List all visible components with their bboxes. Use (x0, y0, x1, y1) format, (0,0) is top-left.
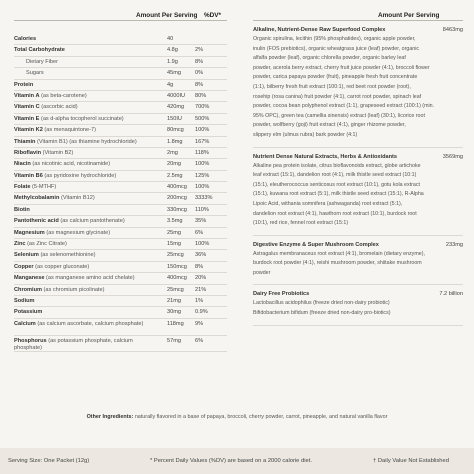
nutrient-dv: 21% (195, 286, 207, 293)
nutrient-name (14, 264, 162, 271)
blend-section (253, 148, 463, 236)
nutrient-dv: 80% (195, 92, 207, 99)
nutrient-name (14, 309, 162, 316)
nutrient-name (14, 104, 162, 111)
nutrient-name (14, 338, 162, 352)
nutrient-dv: 500% (195, 115, 210, 122)
nutrient-amount: 330mcg (167, 206, 187, 213)
nutrient-name (14, 116, 162, 123)
nutrient-label: Sodium (14, 297, 35, 304)
blend-ingredient-line: alfalfa powder (leaf), organic chlorella powder, organic barley leaf (253, 55, 406, 62)
nutrient-table (14, 20, 227, 352)
nutrient-row (14, 273, 227, 284)
nutrient-dv: 8% (195, 81, 204, 88)
blend-ingredient-line: Bifidobacterium bifidum (freeze dried non-dairy pro-biotics) (253, 310, 391, 317)
nutrient-amount: 40 (167, 36, 174, 42)
nutrient-amount: 400mcg (167, 184, 187, 191)
nutrient-dv: 6% (195, 229, 204, 236)
nutrient-dv: 1% (195, 297, 204, 304)
nutrient-amount: 2.5mg (167, 172, 183, 179)
nutrient-detail: (5-MTHF) (32, 184, 57, 191)
nutrient-dv: 2% (195, 47, 204, 54)
nutrient-detail: (as calcium ascorbate, calcium phosphate) (37, 320, 144, 327)
nutrient-detail: (as magnesium glycinate) (46, 229, 111, 236)
blend-ingredient-line: inulin (FOS prebiotics), organic wheatgrass juice (leaf) powder, organic (253, 45, 420, 52)
nutrient-label: Vitamin K2 (14, 127, 43, 134)
blend-ingredient-line: (15:1), eleutherococcus senticosus root extract (10:1), gotu kola extract (253, 181, 420, 188)
nutrient-dv: 118% (195, 149, 209, 156)
blend-ingredients (253, 248, 463, 285)
blend-ingredient-line: Organic spirulina, lecithin (95% phosphatides), organic apple powder, (253, 36, 416, 42)
nutrient-amount: 3.5mg (167, 218, 183, 225)
nutrient-name (14, 47, 162, 54)
blend-title: Alkaline, Nutrient-Dense Raw Superfood Complex (253, 27, 386, 33)
blend-ingredient-line: Lipoic Acid, withania somnifera (ashwaganda) root extract (5:1), (253, 200, 403, 207)
nutrient-row (14, 205, 227, 216)
nutrient-row (14, 80, 227, 91)
blend-ingredient-line: powder, wolfberry (goji) fruit extract (4:1), ginger rhizome powder, (253, 122, 406, 129)
nutrient-detail: (as nicotinic acid, nicotinamide) (32, 161, 111, 168)
nutrient-name (26, 59, 174, 66)
nutrient-dv: 167% (195, 138, 210, 145)
nutrient-label: Riboflavin (14, 149, 42, 156)
nutrient-label: Chromium (14, 286, 42, 293)
nutrient-amount: 150mcg (167, 263, 187, 270)
nutrient-name (14, 218, 162, 225)
blend-ingredient-line: Lactobacillus acidophilus (freeze dried non-dairy probiotic) (253, 300, 390, 307)
blend-ingredients (253, 160, 463, 235)
nutrient-amount: 2mg (167, 149, 178, 156)
nutrient-label: Niacin (14, 161, 31, 168)
blend-section (253, 285, 463, 325)
blend-ingredient-line: powder, carica papaya powder (fruit), pineapple fresh fruit concentrate (253, 74, 418, 81)
blend-amount: 8463mg (442, 27, 463, 33)
blend-title: Dairy Free Probiotics (253, 291, 310, 298)
other-ingredients-label: Other Ingredients: (86, 414, 134, 420)
nutrient-amount: 118mg (167, 320, 184, 327)
nutrient-row (14, 296, 227, 307)
nutrient-amount: 4000IU (167, 92, 186, 99)
serving-size: Serving Size: One Packet (12g) (8, 458, 90, 464)
nutrient-row (14, 148, 227, 159)
nutrient-amount: 80mcg (167, 127, 184, 134)
nutrient-name (14, 298, 162, 305)
nutrient-amount: 1.9g (167, 58, 178, 65)
nutrient-dv: 100% (195, 161, 210, 168)
nutrient-name (14, 184, 162, 191)
nutrient-amount: 400mcg (167, 275, 187, 282)
blend-ingredient-line: powder, cocoa bean polyphenol extract (1:1), grapeseed extract (100:1) (min. (253, 103, 435, 110)
nutrient-amount: 4g (167, 81, 174, 88)
other-ingredients (0, 414, 474, 420)
nutrient-label: Zinc (14, 241, 26, 248)
blend-title: Digestive Enzyme & Super Mushroom Complex (253, 241, 379, 248)
nutrient-amount: 25mcg (167, 252, 184, 259)
nutrient-name (14, 139, 162, 146)
dv-header: %DV* (204, 12, 222, 19)
nutrient-name (14, 287, 162, 294)
blend-amount: 7.2 billion (439, 291, 463, 298)
nutrient-row (14, 285, 227, 296)
nutrient-label: Calcium (14, 320, 36, 327)
nutrient-dv: 700% (195, 104, 210, 111)
blend-table (253, 20, 463, 326)
nutrient-label: Protein (14, 81, 34, 88)
nutrient-name (14, 321, 162, 328)
nutrient-detail: (Vitamin B12) (60, 195, 95, 202)
nutrient-row (14, 182, 227, 193)
nutrient-label: Manganese (14, 275, 45, 282)
nutrient-name (14, 161, 162, 168)
nutrient-row (14, 34, 227, 45)
blend-ingredient-line: leaf extract (15:1), dandelion root (4:1), milk thistle seed extract (10:1) (253, 172, 417, 179)
nutrient-amount: 21mg (167, 297, 181, 304)
nutrient-amount: 1.8mg (167, 138, 183, 145)
nutrient-name (14, 252, 162, 259)
nutrient-row (14, 137, 227, 148)
blend-ingredient-line: (1:1), bilberry fresh fruit extract (100:1), red beet root powder (root), (253, 83, 411, 90)
nutrient-detail: (as d-alpha tocopherol succinate) (40, 115, 124, 122)
nutrient-label: Folate (14, 184, 31, 191)
nutrient-detail: (as potassium phosphate, calcium phosphate) (14, 337, 133, 351)
blend-ingredient-line: Alkaline pea protein isolate, citrus bioflavonoids extract, globe artichoke (253, 162, 421, 169)
nutrient-label: Vitamin B6 (14, 172, 43, 179)
nutrient-name (14, 230, 162, 237)
nutrient-name (14, 127, 162, 134)
blend-ingredients (253, 297, 463, 324)
nutrient-row (14, 336, 227, 353)
nutrient-dv: 100% (195, 184, 210, 191)
nutrient-amount: 57mg (167, 337, 181, 344)
nutrient-dv: 100% (195, 241, 210, 248)
nutrient-detail: (ascorbic acid) (41, 104, 78, 111)
nutrient-detail: (Vitamin B1) (as thiamine hydrochloride) (37, 138, 137, 145)
nutrient-detail: (as menaquintone-7) (44, 127, 96, 134)
nutrient-amount: 420mg (167, 104, 185, 111)
nutrient-dv: 36% (195, 252, 207, 259)
nutrient-dv: 9% (195, 320, 204, 327)
nutrient-label: Copper (14, 263, 34, 270)
nutrient-dv: 8% (195, 58, 204, 65)
nutrient-detail: (as selenomethionine) (40, 252, 96, 259)
nutrient-row (14, 250, 227, 261)
nutrient-name (14, 82, 162, 89)
nutrient-row (14, 307, 227, 318)
nutrient-label: Phosphorus (14, 337, 47, 344)
nutrient-detail: (as copper gluconate) (35, 263, 90, 270)
blend-ingredient-line: (10:1), red rice, fennel root extract (15:1) (253, 220, 349, 227)
nutrient-detail: (as chromium picolinate) (43, 286, 105, 293)
nutrient-dv: 0.9% (195, 309, 208, 316)
nutrient-amount: 4.8g (167, 47, 178, 54)
nutrient-row (14, 114, 227, 125)
nutrient-dv: 20% (195, 275, 207, 282)
nutrient-name (14, 150, 162, 157)
nutrient-label: Vitamin E (14, 115, 40, 122)
nutrient-dv: 100% (195, 127, 210, 134)
blend-ingredient-line: (15:1), kuwana root extract (5:1), milk thistle seed extract (15:1), R-Alpha (253, 191, 424, 198)
nutrient-detail: (as pyridoxine hydrochloride) (44, 172, 117, 179)
nutrient-amount: 15mg (167, 241, 181, 248)
nutrient-row (14, 239, 227, 250)
blend-title: Nutrient Dense Natural Extracts, Herbs & Antioxidants (253, 153, 398, 160)
nutrient-label: Thiamin (14, 138, 36, 145)
nutrient-name (26, 70, 174, 77)
nutrient-row (14, 159, 227, 170)
blend-ingredient-line: rosehip (rosa canina) fruit powder (4:1), carrot root powder, spinach leaf (253, 93, 422, 100)
amount-per-serving-header: Amount Per Serving (136, 12, 198, 19)
nutrient-dv: 6% (195, 337, 204, 344)
blend-section (253, 21, 463, 148)
nutrient-detail: (as beta-carotene) (41, 92, 87, 99)
nutrient-name (14, 275, 162, 282)
blend-amount: 3569mg (442, 153, 463, 160)
blend-ingredient-line: Astragalus membranaceus root extract (4:1), bromelain (dietary enzyme), (253, 250, 425, 257)
nutrient-label: Dietary Fiber (26, 58, 59, 65)
nutrient-row (14, 228, 227, 239)
nutrient-amount: 25mcg (167, 286, 184, 293)
nutrient-label: Magnesium (14, 229, 45, 236)
footer-bar (0, 448, 474, 474)
blend-ingredients (253, 33, 463, 147)
nutrient-dv: 125% (195, 172, 210, 179)
nutrient-amount: 25mg (167, 229, 181, 236)
blend-ingredient-line: 95% OPC), green tea (camellia sinensis) extract (leaf) (30:1), licorice root (253, 112, 425, 119)
dv-not-established: † Daily Value Not Established (373, 458, 449, 464)
nutrient-amount: 150IU (167, 115, 182, 122)
nutrient-label: Sugars (26, 70, 44, 77)
nutrient-row (14, 171, 227, 182)
blend-ingredient-line: powder (253, 269, 271, 276)
nutrient-label: Vitamin A (14, 92, 40, 99)
nutrient-row (14, 102, 227, 113)
blend-ingredient-line: slippery elm (ulmus rubra) bark powder (4:1) (253, 131, 358, 138)
blend-sections (253, 21, 463, 326)
nutrient-row (14, 125, 227, 136)
nutrient-row (14, 45, 227, 56)
nutrient-name (14, 93, 162, 100)
nutrient-name (14, 207, 162, 214)
nutrient-detail: (Vitamin B2) (42, 149, 74, 156)
nutrient-row (14, 193, 227, 204)
nutrient-amount: 45mg (167, 70, 181, 77)
nutrient-detail: (as Zinc Citrate) (27, 241, 67, 248)
nutrient-label: Selenium (14, 252, 39, 259)
nutrient-row (14, 216, 227, 227)
blend-amount: 233mg (445, 241, 463, 248)
nutrient-label: Total Carbohydrate (14, 47, 65, 54)
nutrient-name (14, 195, 162, 202)
other-ingredients-text: naturally flavored in a base of papaya, broccoli, cherry powder, carrot, pineapple, and natural vanilla flavor (134, 414, 388, 420)
nutrient-label: Methylcobalamin (14, 195, 60, 202)
nutrient-amount: 30mg (167, 309, 181, 316)
nutrient-row (14, 91, 227, 102)
blend-ingredient-line: dandelion root extract (4:1), hawthorn root extract (10:1), burdock root (253, 210, 417, 217)
nutrient-row (14, 262, 227, 273)
dv-note: * Percent Daily Values (%DV) are based on a 2000 calorie diet. (150, 458, 312, 464)
nutrient-label: Vitamin C (14, 104, 40, 111)
nutrient-dv: 3333% (195, 195, 213, 202)
nutrient-amount: 200mcg (167, 195, 187, 202)
nutrient-row (14, 57, 227, 68)
nutrient-label: Potassium (14, 309, 43, 316)
nutrient-row (14, 319, 227, 336)
blend-section (253, 236, 463, 286)
nutrient-row (14, 68, 227, 79)
nutrient-detail: (as manganese amino acid chelate) (46, 275, 135, 282)
nutrient-rows (14, 34, 227, 352)
blend-ingredient-line: powder, acerola berry extract, cherry fruit juice powder (4:1), broccoli flower (253, 64, 430, 71)
nutrient-name (14, 36, 162, 43)
blend-ingredient-line: burdock root powder (4:1), reishi mushroom powder, shiitake mushroom (253, 260, 422, 267)
nutrient-label: Pantothenic acid (14, 218, 59, 225)
nutrient-name (14, 241, 162, 248)
nutrient-label: Biotin (14, 206, 30, 213)
nutrient-dv: 0% (195, 70, 204, 77)
nutrient-name (14, 173, 162, 180)
nutrient-dv: 8% (195, 263, 204, 270)
nutrient-dv: 110% (195, 206, 209, 213)
nutrient-detail: (as calcium pantothenate) (60, 218, 125, 225)
nutrient-dv: 35% (195, 218, 207, 225)
right-amount-per-serving-header: Amount Per Serving (378, 12, 440, 19)
nutrient-amount: 20mg (167, 161, 181, 168)
nutrient-label: Calories (14, 36, 37, 42)
table-top-rule (14, 20, 227, 21)
